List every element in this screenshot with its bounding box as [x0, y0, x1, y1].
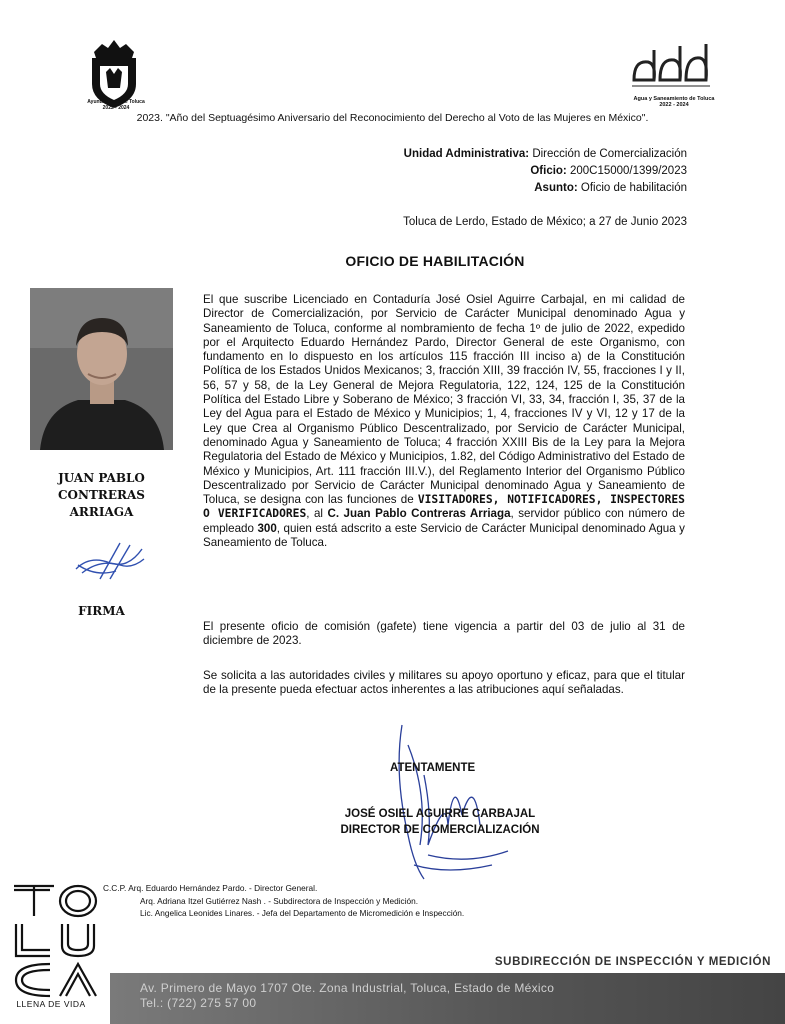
year-motto: 2023. "Año del Septuagésimo Aniversario del Reconocimiento del Derecho al Voto de las Mujeres en México".: [136, 112, 649, 124]
body-paragraph-3: Se solicita a las autoridades civiles y militares su apoyo oportuno y eficaz, para que el titular de la presente pueda efectuar actos inherentes a las atribuciones aquí señaladas.: [203, 669, 685, 697]
unidad-administrativa-line: [404, 146, 687, 163]
person-photo: [30, 288, 173, 450]
atentamente-label: ATENTAMENTE: [390, 762, 476, 774]
person-portrait-image: [30, 288, 173, 450]
body-paragraph-2: El presente oficio de comisión (gafete) tiene vigencia a partir del 03 de julio al 31 de diciembre de 2023.: [203, 620, 685, 648]
ccp-line-3: Lic. Angelica Leonides Linares. - Jefa del Departamento de Micromedición e Inspección.: [140, 908, 465, 918]
firma-label: FIRMA: [78, 604, 125, 618]
director-signature: [388, 715, 518, 885]
document-title: OFICIO DE HABILITACIÓN: [345, 253, 525, 269]
oficio-line: [530, 163, 687, 180]
toluca-brand-logo: [10, 880, 102, 1000]
right-logo-caption-line2: 2022 - 2024: [659, 102, 689, 108]
brand-tagline: LLENA DE VIDA: [16, 999, 86, 1009]
p1-text-b: , al: [306, 507, 328, 521]
ccp-block: [103, 882, 464, 920]
footer-address: Av. Primero de Mayo 1707 Ote. Zona Industrial, Toluca, Estado de México: [140, 981, 555, 995]
footer-phone: Tel.: (722) 275 57 00: [140, 996, 257, 1010]
p1-text-d: , quien está adscrito a este Servicio de Carácter Municipal denominado Agua y Saneamiento de Toluca.: [203, 521, 685, 550]
body-paragraph-1: [203, 293, 685, 550]
unidad-label: Unidad Administrativa:: [403, 148, 530, 160]
place-date: Toluca de Lerdo, Estado de México; a 27 de Junio 2023: [403, 216, 687, 228]
asunto-label: Asunto:: [534, 182, 578, 194]
p1-text-c: , servidor público con número de empleado: [203, 507, 685, 535]
asunto-value: Oficio de habilitación: [577, 182, 687, 194]
signer-name: JOSÉ OSIEL AGUIRRE CARBAJAL: [344, 808, 536, 820]
left-logo-caption-line2: 2022 - 2024: [102, 105, 130, 111]
unidad-value: Dirección de Comercialización: [529, 148, 687, 160]
right-logo-caption: [614, 96, 734, 108]
p1-person: C. Juan Pablo Contreras Arriaga: [327, 507, 511, 521]
person-name-line1: JUAN PABLO: [58, 471, 145, 485]
left-logo-caption: [76, 99, 156, 111]
signer-title: DIRECTOR DE COMERCIALIZACIÓN: [340, 824, 540, 836]
footer-contact: [140, 981, 554, 1011]
left-logo-caption-line1: Ayuntamiento de Toluca: [87, 99, 145, 105]
oficio-value: 200C15000/1399/2023: [566, 165, 687, 177]
person-signature: [70, 535, 150, 585]
subdireccion-label: SUBDIRECCIÓN DE INSPECCIÓN Y MEDICIÓN: [494, 956, 771, 968]
ccp-line-1: C.C.P. Arq. Eduardo Hernández Pardo. - Director General.: [103, 883, 318, 893]
p1-text-a: El que suscribe Licenciado en Contaduría José Osiel Aguirre Carbajal, en mi calidad de Director de Comercialización, por Servicio de Carácter Municipal denominado Agua y Saneamiento de Toluca, conforme al nombramiento de fecha 1º de julio de 2022, expedido por el Arquitecto Eduardo Hernández Pardo, Director General de este Organismo, con fundamento en lo dispuesto en los artículos 115 fracción III inciso a) de la Constitución Política de los Estados Unidos Mexicanos; 3, fracción XIII, 39 fracción IV, 55, fracciones I y II, 56, 57 y 58, de la Ley General de Mejora Regulatoria, 122, 124, 125 de la Constitución Política del Estado Libre y Soberano de México; 3 fracción VI, 33, 34, fracción I, 35, 37 de la Ley del Agua para el Estado de México y Municipios; 1, 4, fracciones IV y VI, 12 y 17 de la Ley que Crea al Organismo Público Descentralizado, por Servicio de Carácter Municipal, denominado Agua y Saneamiento de Toluca; 4 fracción XXIII Bis de la Ley para la Mejora Regulatoria del Estado de México y Municipios, 1.82, del Código Administrativo del Estado de México y Municipios, Art. 111 fracción III.V.), del Reglamento Interior del Organismo Público Descentralizado por Servicio de Carácter Municipal denominado Agua y Saneamiento de Toluca, se designa con las funciones de: [203, 293, 685, 507]
p1-roles: VISITADORES, NOTIFICADORES, INSPECTORES O VERIFICADORES: [203, 493, 685, 521]
asunto-line: [534, 180, 687, 197]
right-logo-caption-line1: Agua y Saneamiento de Toluca: [633, 96, 715, 102]
oficio-label: Oficio:: [530, 165, 567, 177]
person-name: [30, 470, 173, 521]
agua-saneamiento-toluca-logo: [630, 40, 712, 90]
p1-employee-number: 300: [257, 521, 277, 535]
person-name-line2: CONTRERAS: [58, 488, 145, 502]
ccp-line-2: Arq. Adriana Itzel Gutiérrez Nash . - Subdirectora de Inspección y Medición.: [140, 895, 419, 906]
person-name-line3: ARRIAGA: [69, 505, 134, 519]
